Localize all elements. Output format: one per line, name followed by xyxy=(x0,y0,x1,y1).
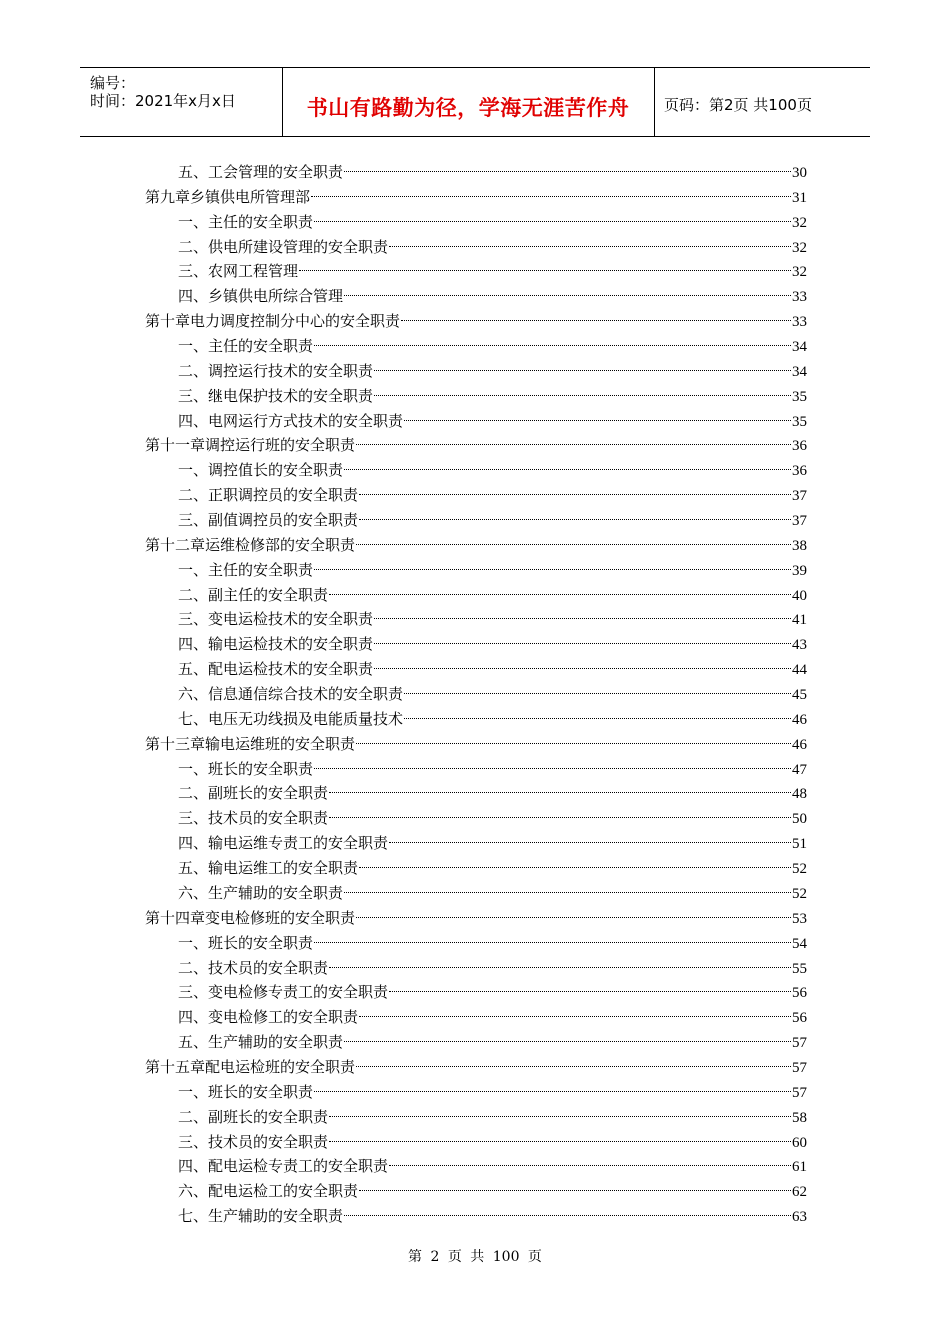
toc-entry-page-number: 32 xyxy=(792,239,807,256)
dot-leader xyxy=(329,792,791,793)
toc-entry-page-number: 51 xyxy=(792,836,807,853)
toc-chapter-entry[interactable] xyxy=(145,1055,807,1080)
toc-section-entry[interactable] xyxy=(145,508,807,533)
toc-entry-title: 二、供电所建设管理的安全职责 xyxy=(178,237,389,256)
toc-section-entry[interactable] xyxy=(145,831,807,856)
dot-leader xyxy=(359,519,791,520)
toc-entry-title: 第九章乡镇供电所管理部 xyxy=(145,187,311,206)
dot-leader xyxy=(344,171,791,172)
dot-leader xyxy=(404,718,791,719)
toc-section-entry[interactable] xyxy=(145,856,807,881)
toc-section-entry[interactable] xyxy=(145,284,807,309)
toc-entry-page-number: 37 xyxy=(792,513,807,530)
toc-entry-page-number: 41 xyxy=(792,612,807,629)
toc-entry-page-number: 32 xyxy=(792,264,807,281)
toc-entry-page-number: 36 xyxy=(792,438,807,455)
dot-leader xyxy=(344,295,791,296)
toc-section-entry[interactable] xyxy=(145,359,807,384)
toc-entry-page-number: 56 xyxy=(792,1010,807,1027)
dot-leader xyxy=(314,1091,791,1092)
toc-entry-title: 三、变电检修专责工的安全职责 xyxy=(178,983,389,1002)
dot-leader xyxy=(299,270,791,271)
page-header xyxy=(80,67,870,137)
dot-leader xyxy=(344,1041,791,1042)
toc-entry-title: 三、农网工程管理 xyxy=(178,262,299,281)
dot-leader xyxy=(401,320,791,321)
toc-entry-page-number: 34 xyxy=(792,363,807,380)
toc-entry-page-number: 58 xyxy=(792,1109,807,1126)
dot-leader xyxy=(356,1066,791,1067)
dot-leader xyxy=(359,1016,791,1017)
dot-leader xyxy=(314,768,791,769)
dot-leader xyxy=(359,494,791,495)
toc-entry-title: 一、主任的安全职责 xyxy=(178,212,314,231)
toc-entry-title: 一、班长的安全职责 xyxy=(178,1082,314,1101)
dot-leader xyxy=(356,917,791,918)
dot-leader xyxy=(329,817,791,818)
toc-entry-title: 第十二章运维检修部的安全职责 xyxy=(145,535,356,554)
toc-entry-title: 一、调控值长的安全职责 xyxy=(178,461,344,480)
toc-entry-title: 五、生产辅助的安全职责 xyxy=(178,1033,344,1052)
toc-entry-title: 五、工会管理的安全职责 xyxy=(178,163,344,181)
dot-leader xyxy=(344,892,791,893)
toc-section-entry[interactable] xyxy=(145,632,807,657)
toc-entry-page-number: 53 xyxy=(792,910,807,927)
toc-entry-title: 二、副主任的安全职责 xyxy=(178,585,329,604)
toc-entry-title: 二、正职调控员的安全职责 xyxy=(178,486,359,505)
toc-entry-title: 一、班长的安全职责 xyxy=(178,933,314,952)
toc-section-entry[interactable] xyxy=(145,210,807,235)
toc-section-entry[interactable] xyxy=(145,607,807,632)
toc-entry-page-number: 37 xyxy=(792,488,807,505)
dot-leader xyxy=(374,643,791,644)
toc-entry-page-number: 33 xyxy=(792,289,807,306)
toc-entry-page-number: 57 xyxy=(792,1059,807,1076)
dot-leader xyxy=(374,395,791,396)
dot-leader xyxy=(389,842,791,843)
toc-entry-page-number: 46 xyxy=(792,736,807,753)
toc-section-entry[interactable] xyxy=(145,235,807,260)
toc-entry-page-number: 43 xyxy=(792,637,807,654)
toc-entry-title: 二、技术员的安全职责 xyxy=(178,958,329,977)
dot-leader xyxy=(314,942,791,943)
toc-entry-title: 三、副值调控员的安全职责 xyxy=(178,511,359,530)
toc-section-entry[interactable] xyxy=(145,583,807,608)
toc-section-entry[interactable] xyxy=(145,980,807,1005)
toc-entry-page-number: 38 xyxy=(792,537,807,554)
table-of-contents xyxy=(145,160,807,1229)
dot-leader xyxy=(329,967,791,968)
toc-section-entry[interactable] xyxy=(145,657,807,682)
toc-entry-page-number: 56 xyxy=(792,985,807,1002)
toc-entry-page-number: 63 xyxy=(792,1209,807,1226)
toc-section-entry[interactable] xyxy=(145,384,807,409)
toc-entry-title: 第十三章输电运维班的安全职责 xyxy=(145,734,356,753)
toc-entry-title: 一、班长的安全职责 xyxy=(178,759,314,778)
dot-leader xyxy=(389,246,791,247)
toc-entry-page-number: 57 xyxy=(792,1084,807,1101)
toc-section-entry[interactable] xyxy=(145,956,807,981)
toc-entry-title: 六、生产辅助的安全职责 xyxy=(178,883,344,902)
dot-leader xyxy=(329,594,791,595)
date-line: 时间：2021年x月x日 xyxy=(90,92,236,110)
toc-entry-title: 二、副班长的安全职责 xyxy=(178,784,329,803)
toc-entry-title: 三、继电保护技术的安全职责 xyxy=(178,386,374,405)
toc-entry-title: 三、变电运检技术的安全职责 xyxy=(178,610,374,629)
toc-chapter-entry[interactable] xyxy=(145,433,807,458)
toc-section-entry[interactable] xyxy=(145,1030,807,1055)
serial-label: 编号： xyxy=(90,74,136,92)
toc-entry-page-number: 46 xyxy=(792,711,807,728)
page-info: 页码：第2页 共100页 xyxy=(664,96,812,114)
dot-leader xyxy=(311,196,791,197)
toc-entry-page-number: 57 xyxy=(792,1035,807,1052)
toc-entry-page-number: 34 xyxy=(792,339,807,356)
toc-entry-title: 四、输电运检技术的安全职责 xyxy=(178,635,374,654)
toc-section-entry[interactable] xyxy=(145,1204,807,1229)
page-footer: 第 2 页 共 100 页 xyxy=(408,1249,542,1265)
toc-section-entry[interactable] xyxy=(145,1130,807,1155)
toc-chapter-entry[interactable] xyxy=(145,185,807,210)
dot-leader xyxy=(329,1141,791,1142)
toc-entry-page-number: 35 xyxy=(792,388,807,405)
toc-entry-page-number: 48 xyxy=(792,786,807,803)
dot-leader xyxy=(314,221,791,222)
toc-chapter-entry[interactable] xyxy=(145,309,807,334)
toc-entry-page-number: 55 xyxy=(792,960,807,977)
toc-entry-title: 四、配电运检专责工的安全职责 xyxy=(178,1157,389,1176)
toc-section-entry[interactable] xyxy=(145,1179,807,1204)
toc-entry-title: 第十章电力调度控制分中心的安全职责 xyxy=(145,312,401,331)
dot-leader xyxy=(356,444,791,445)
toc-entry-title: 四、乡镇供电所综合管理 xyxy=(178,287,344,306)
dot-leader xyxy=(404,693,791,694)
toc-entry-title: 第十五章配电运检班的安全职责 xyxy=(145,1057,356,1076)
dot-leader xyxy=(314,345,791,346)
toc-section-entry[interactable] xyxy=(145,458,807,483)
toc-section-entry[interactable] xyxy=(145,757,807,782)
toc-section-entry[interactable] xyxy=(145,806,807,831)
toc-section-entry[interactable] xyxy=(145,334,807,359)
toc-entry-title: 二、调控运行技术的安全职责 xyxy=(178,361,374,380)
dot-leader xyxy=(356,743,791,744)
toc-section-entry[interactable] xyxy=(145,483,807,508)
toc-entry-page-number: 36 xyxy=(792,463,807,480)
toc-entry-page-number: 47 xyxy=(792,761,807,778)
toc-entry-title: 四、电网运行方式技术的安全职责 xyxy=(178,411,404,430)
toc-entry-page-number: 32 xyxy=(792,214,807,231)
toc-entry-page-number: 52 xyxy=(792,861,807,878)
toc-entry-title: 七、生产辅助的安全职责 xyxy=(178,1207,344,1226)
toc-section-entry[interactable] xyxy=(145,259,807,284)
toc-entry-page-number: 35 xyxy=(792,413,807,430)
dot-leader xyxy=(329,1116,791,1117)
toc-section-entry[interactable] xyxy=(145,781,807,806)
toc-entry-title: 第十四章变电检修班的安全职责 xyxy=(145,908,356,927)
toc-entry-page-number: 62 xyxy=(792,1184,807,1201)
toc-entry-title: 四、输电运维专责工的安全职责 xyxy=(178,834,389,853)
toc-section-entry[interactable] xyxy=(145,1105,807,1130)
toc-entry-title: 五、配电运检技术的安全职责 xyxy=(178,660,374,679)
header-motto-cell xyxy=(282,68,655,136)
toc-entry-title: 五、输电运维工的安全职责 xyxy=(178,859,359,878)
header-meta-cell xyxy=(80,68,283,136)
toc-chapter-entry[interactable] xyxy=(145,533,807,558)
toc-chapter-entry[interactable] xyxy=(145,732,807,757)
toc-section-entry[interactable] xyxy=(145,1080,807,1105)
dot-leader xyxy=(344,469,791,470)
dot-leader xyxy=(389,1165,791,1166)
toc-section-entry[interactable] xyxy=(145,558,807,583)
toc-entry-page-number: 44 xyxy=(792,662,807,679)
toc-entry-title: 三、技术员的安全职责 xyxy=(178,1132,329,1151)
toc-entry-title: 三、技术员的安全职责 xyxy=(178,809,329,828)
dot-leader xyxy=(389,991,791,992)
dot-leader xyxy=(374,668,791,669)
toc-entry-title: 四、变电检修工的安全职责 xyxy=(178,1008,359,1027)
dot-leader xyxy=(344,1215,791,1216)
toc-entry-page-number: 60 xyxy=(792,1134,807,1151)
toc-entry-title: 七、电压无功线损及电能质量技术 xyxy=(178,709,404,728)
dot-leader xyxy=(356,544,791,545)
toc-entry-page-number: 30 xyxy=(792,165,807,181)
dot-leader xyxy=(404,420,791,421)
toc-section-entry[interactable] xyxy=(145,881,807,906)
toc-section-entry[interactable] xyxy=(145,682,807,707)
toc-section-entry[interactable] xyxy=(145,160,807,185)
toc-chapter-entry[interactable] xyxy=(145,906,807,931)
toc-section-entry[interactable] xyxy=(145,931,807,956)
dot-leader xyxy=(359,867,791,868)
dot-leader xyxy=(359,1190,791,1191)
toc-section-entry[interactable] xyxy=(145,707,807,732)
dot-leader xyxy=(374,370,791,371)
toc-entry-title: 二、副班长的安全职责 xyxy=(178,1107,329,1126)
motto: 书山有路勤为径，学海无涯苦作舟 xyxy=(306,96,630,120)
header-page-cell xyxy=(654,68,870,136)
toc-entry-page-number: 40 xyxy=(792,587,807,604)
toc-entry-page-number: 52 xyxy=(792,885,807,902)
toc-entry-title: 一、主任的安全职责 xyxy=(178,337,314,356)
toc-entry-page-number: 45 xyxy=(792,687,807,704)
toc-section-entry[interactable] xyxy=(145,409,807,434)
toc-entry-page-number: 39 xyxy=(792,562,807,579)
dot-leader xyxy=(374,618,791,619)
dot-leader xyxy=(314,569,791,570)
toc-entry-title: 一、主任的安全职责 xyxy=(178,560,314,579)
toc-entry-page-number: 54 xyxy=(792,935,807,952)
toc-section-entry[interactable] xyxy=(145,1005,807,1030)
toc-entry-page-number: 31 xyxy=(792,189,807,206)
toc-entry-page-number: 33 xyxy=(792,314,807,331)
toc-entry-page-number: 50 xyxy=(792,811,807,828)
toc-section-entry[interactable] xyxy=(145,1154,807,1179)
toc-entry-title: 第十一章调控运行班的安全职责 xyxy=(145,436,356,455)
toc-entry-page-number: 61 xyxy=(792,1159,807,1176)
toc-entry-title: 六、配电运检工的安全职责 xyxy=(178,1182,359,1201)
toc-entry-title: 六、信息通信综合技术的安全职责 xyxy=(178,685,404,704)
